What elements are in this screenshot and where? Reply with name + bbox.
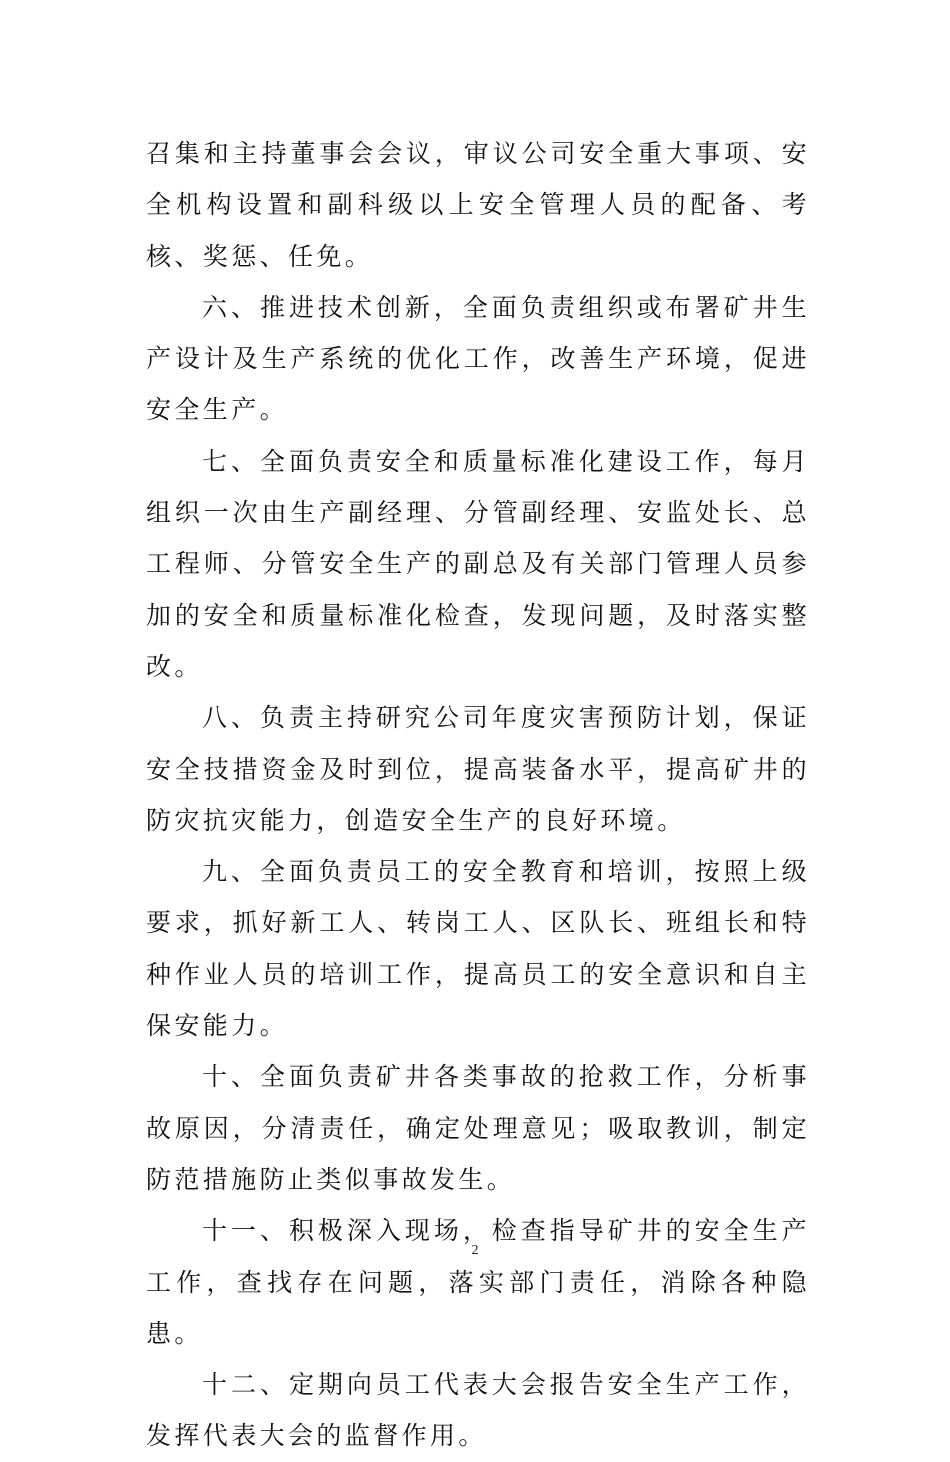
paragraph-item-9: 九、全面负责员工的安全教育和培训，按照上级要求，抓好新工人、转岗工人、区队长、班组长和特种作业人员的培训工作，提高员工的安全意识和自主保安能力。 <box>146 857 810 1041</box>
paragraph-item-6: 六、推进技术创新，全面负责组织或布署矿井生产设计及生产系统的优化工作，改善生产环境，促进安全生产。 <box>146 292 810 425</box>
paragraph-item-12: 十二、定期向员工代表大会报告安全生产工作，发挥代表大会的监督作用。 <box>146 1370 810 1451</box>
page-number: 2 <box>471 1243 479 1258</box>
paragraph-item-7: 七、全面负责安全和质量标准化建设工作，每月组织一次由生产副经理、分管副经理、安监处长、总工程师、分管安全生产的副总及有关部门管理人员参加的安全和质量标准化检查，发现问题，及时落实整改。 <box>146 446 810 681</box>
paragraph-item-10: 十、全面负责矿井各类事故的抢救工作，分析事故原因，分清责任，确定处理意见；吸取教训，制定防范措施防止类似事故发生。 <box>146 1062 810 1194</box>
paragraph-item-8: 八、负责主持研究公司年度灾害预防计划，保证安全技措资金及时到位，提高装备水平，提高矿井的防灾抗灾能力，创造安全生产的良好环境。 <box>146 703 810 835</box>
document-body <box>146 128 810 1462</box>
paragraph-continuation: 召集和主持董事会会议，审议公司安全重大事项、安全机构设置和副科级以上安全管理人员的配备、考核、奖惩、任免。 <box>146 139 810 271</box>
paragraph-item-11: 十一、积极深入现场，检查指导矿井的安全生产工作，查找存在问题，落实部门责任，消除各种隐患。 <box>146 1216 810 1348</box>
